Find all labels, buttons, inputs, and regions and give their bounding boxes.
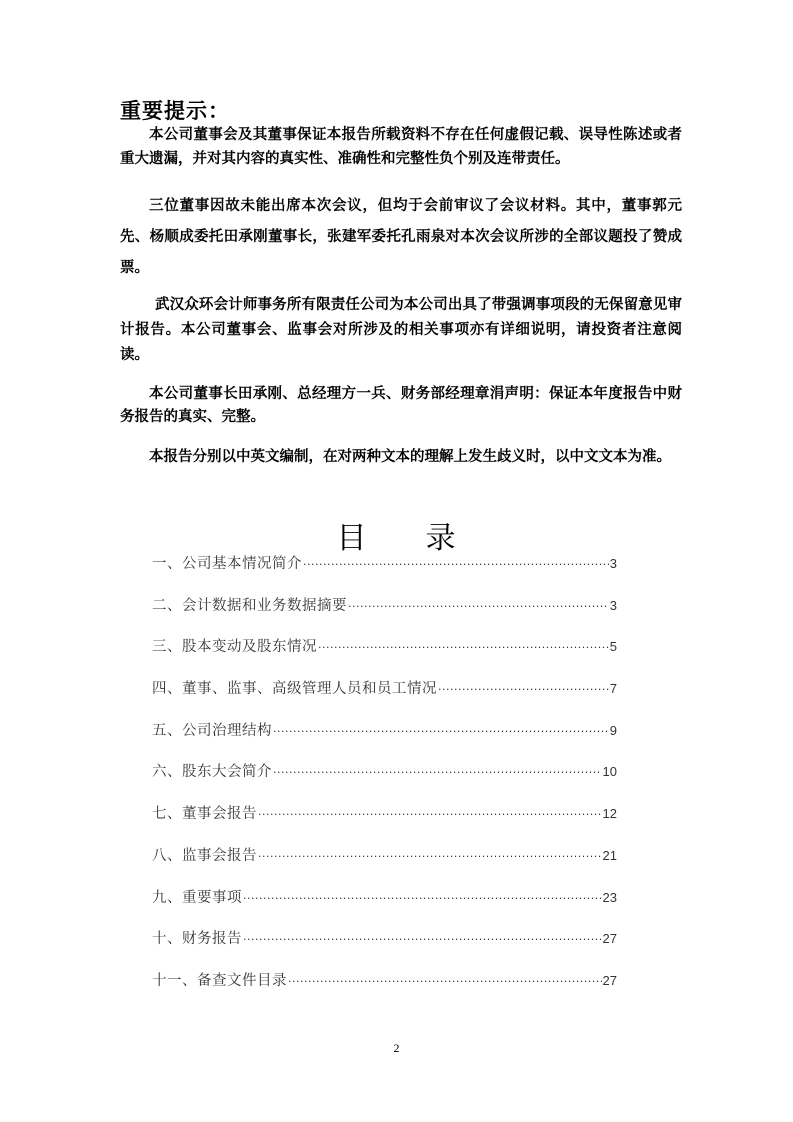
toc-entry-label: 七、董事会报告 bbox=[152, 806, 257, 823]
page-number: 2 bbox=[393, 1041, 400, 1055]
toc-leader-dots bbox=[258, 845, 602, 869]
toc-leader-dots bbox=[258, 803, 602, 827]
toc-entry-label: 十一、备查文件目录 bbox=[152, 972, 287, 989]
toc-entry-label: 三、股本变动及股东情况 bbox=[152, 639, 317, 656]
toc-entry-label: 十、财务报告 bbox=[152, 931, 242, 948]
toc-entry[interactable] bbox=[152, 635, 617, 677]
toc-title-char-2: 录 bbox=[425, 521, 457, 556]
notice-paragraph-financial-statement: 本公司董事长田承刚、总经理方一兵、财务部经理章涓声明：保证本年度报告中财务报告的真实、完整。 bbox=[120, 386, 682, 425]
notice-heading: 重要提示： bbox=[120, 99, 230, 123]
toc-leader-dots bbox=[243, 928, 602, 952]
toc-entry[interactable] bbox=[152, 552, 617, 594]
toc-entry-label: 四、董事、监事、高级管理人员和员工情况 bbox=[152, 681, 437, 698]
toc-entry[interactable] bbox=[152, 677, 617, 719]
toc-entry-label: 八、监事会报告 bbox=[152, 847, 257, 864]
toc-leader-dots bbox=[273, 720, 609, 744]
toc-entry-label: 九、重要事项 bbox=[152, 889, 242, 906]
notice-paragraph-audit-opinion: 武汉众环会计师事务所有限责任公司为本公司出具了带强调事项段的无保留意见审计报告。本公司董事会、监事会对所涉及的相关事项亦有详细说明，请投资者注意阅读。 bbox=[120, 297, 682, 363]
toc-entry-page: 7 bbox=[609, 681, 617, 697]
toc-entry-page: 10 bbox=[602, 764, 617, 780]
toc-entry-page: 3 bbox=[609, 597, 617, 613]
toc-leader-dots bbox=[273, 761, 602, 785]
toc-leader-dots bbox=[243, 887, 602, 911]
notice-paragraph-responsibility: 本公司董事会及其董事保证本报告所载资料不存在任何虚假记载、误导性陈述或者重大遗漏，并对其内容的真实性、准确性和完整性负个别及连带责任。 bbox=[120, 127, 682, 167]
toc-entry-page: 21 bbox=[602, 847, 617, 863]
notice-paragraph-language: 本报告分别以中英文编制，在对两种文本的理解上发生歧义时，以中文文本为准。 bbox=[149, 449, 671, 465]
toc-entry[interactable] bbox=[152, 886, 617, 928]
toc-entry-label: 五、公司治理结构 bbox=[152, 722, 272, 739]
toc-entry-page: 3 bbox=[609, 556, 617, 571]
toc-leader-dots bbox=[288, 970, 602, 994]
toc-leader-dots bbox=[438, 678, 609, 702]
toc-entry-page: 9 bbox=[609, 722, 617, 738]
toc-entry[interactable] bbox=[152, 760, 617, 802]
toc-title-char-1: 目 bbox=[336, 521, 368, 556]
toc-entry-page: 5 bbox=[609, 639, 617, 655]
toc-entry[interactable] bbox=[152, 927, 617, 969]
toc-entry-page: 27 bbox=[602, 972, 617, 988]
toc-entry-label: 二、会计数据和业务数据摘要 bbox=[152, 597, 347, 614]
toc-leader-dots bbox=[318, 636, 609, 660]
toc-entry-label: 六、股东大会简介 bbox=[152, 764, 272, 781]
toc-entry-page: 27 bbox=[602, 931, 617, 947]
toc-entry-page: 23 bbox=[602, 889, 617, 905]
toc-entry[interactable] bbox=[152, 844, 617, 886]
notice-paragraph-absent-directors: 三位董事因故未能出席本次会议，但均于会前审议了会议材料。其中，董事郭元先、杨顺成委托田承刚董事长，张建军委托孔雨泉对本次会议所涉的全部议题投了赞成票。 bbox=[120, 198, 682, 276]
toc-leader-dots bbox=[303, 553, 609, 577]
toc-entry[interactable] bbox=[152, 594, 617, 636]
toc-entry-label: 一、公司基本情况简介 bbox=[152, 556, 302, 572]
toc-entry[interactable] bbox=[152, 719, 617, 761]
toc-entry-page: 12 bbox=[602, 806, 617, 822]
toc-title bbox=[0, 513, 793, 557]
toc-entry[interactable] bbox=[152, 969, 617, 1011]
toc-entry[interactable] bbox=[152, 802, 617, 844]
table-of-contents bbox=[152, 552, 617, 1011]
toc-leader-dots bbox=[348, 595, 609, 619]
